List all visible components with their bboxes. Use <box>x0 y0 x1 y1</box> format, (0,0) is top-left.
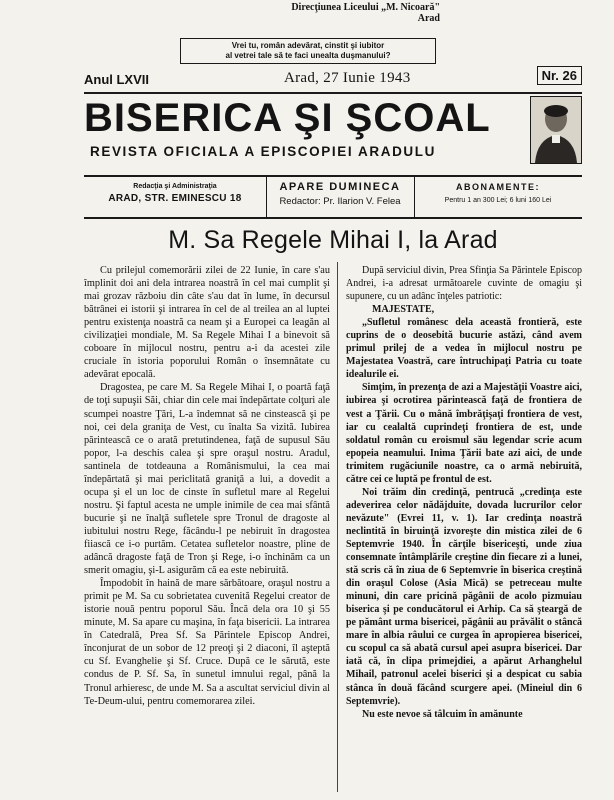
speech-paragraph: Noi trăim din credinţă, pentrucă „credinţa este adeverirea celor nădăjduite, dovada lucrurilor celor nevăzute" (Evrei 11, v. 1). Iar credinţa noastră neclintită în biruinţă izvoreşte din mistica zilei de 6 Septemvrie 1940. În cărţile bisericeşti, unde ziua consemnate întâmplările creştine din fiecare zi a lunei, stă scris că în ziua de 6 Septemvrie în biserica creştină din oraşul Colose (Asia Mică) se petreceau multe minuni, din care pricină păgânii de acolo pizmuiau biserica şi pe conducătorul ei Arhip. Ca să şteargă de pe pământ urma bisericei, păgânii au prăvălit o stâncă mare în albia râului ce curgea în apropierea bisericei, cu scopul ca să abată cursul apei asupra bisericei. Dar iată că, în clipa primejdiei, a apărut Arhanghelul Mihail, patronul acelei biserici şi a despicat cu sabia stânca în două făcând scurgere apei. (Mineiul din 6 Septemvrie). <box>346 486 582 707</box>
editor-name: Redactor: Pr. Ilarion V. Felea <box>279 196 401 207</box>
issue-dateline <box>84 70 582 90</box>
subscription-info <box>414 177 582 217</box>
article-paragraph: Cu prilejul comemorării zilei de 22 Iunie, în care s'au împlinit doi ani dela intrarea noastră în cel mai cumplit şi mai grozav războiu din câte s'au dat în lume, în decursul bătrânei ei istorii şi intrarea în cel de al treilea an al luptei pentru existenţa noastră ca neam şi a Europei ca leagăn al civilizaţiei mondiale, M. Sa Regele Mihai I a binevoit să coboare în mijlocul nostru, pentru a-i da acestei zile cruciale în istoria poporului Român o însemnătate cu adevărat epocală. <box>84 265 330 381</box>
subscription-prices: Pentru 1 an 300 Lei; 6 luni 160 Lei <box>444 197 552 204</box>
motto-line-2: al vetrei tale să te faci unealta duşmanului? <box>225 51 391 60</box>
top-rule <box>84 92 582 94</box>
stamp-line-2: Arad <box>417 13 440 24</box>
article-left-column <box>84 264 330 708</box>
stamp-line-1: Direcţiunea Liceului „M. Nicoară" <box>291 2 440 13</box>
issue-number: Nr. 26 <box>537 66 582 85</box>
article-right-column <box>346 264 582 721</box>
masthead-subtitle: REVISTA OFICIALA A EPISCOPIEI ARADULU <box>90 144 436 159</box>
speech-paragraph: „Sufletul românesc dela această frontieră, este cuprins de o deosebită bucurie astăzi, când avem primul prilej de a vedea în mijlocul nostru pe Majestatea Voastră, care întruchipaţi Patria cu toate idealurile ei. <box>346 317 582 381</box>
article-headline: M. Sa Regele Mihai I, la Arad <box>168 226 498 254</box>
motto-box <box>180 38 436 64</box>
article-paragraph: Dragostea, pe care M. Sa Regele Mihai I, o poartă faţă de toţi supuşii Săi, chiar din cele mai îndepărtate colţuri ale scumpei noastre Ţări, L-a îndemnat să ne cinstească şi pe noi, cei dela graniţa de Vest, cu înalta Sa vizită. Iubirea părintească ce o arată pretutindenea, faţă de supusul Său popor, l-a deschis calea şi spre oraşul nostru. Aradul, santinela de totdeauna a Românismului, la cea mai îndepărtată şi mai periclitată graniţă a lui, a dovedit a ocupa şi el un loc de cinste în sufletul mare al Regelui nostru. Şi faptul acesta ne umple inimile de cea mai sfântă bucurie şi ne înalţă sufletele spre Tronul de dragoste al iubitului nostru Rege, făcându-l pe nebiruit în dragostea fiiască ce i-o purtăm. Cetatea sufletelor noastre, pline de adâncă dragoste faţă de Tron şi Rege, i-o închinăm ca un smerit omagiu, şi-L asigurăm că ea este nebiruită. <box>84 382 330 577</box>
office-address: ARAD, STR. EMINESCU 18 <box>108 193 242 204</box>
issue-year: Anul LXVII <box>84 72 149 87</box>
library-stamp <box>230 2 440 24</box>
speech-paragraph: Simţim, în prezenţa de azi a Majestăţii Voastre aici, iubirea şi ocrotirea părintească faţă de frontiera de vest a Ţării. Cu o mână îmbrăţişaţi frontiera de vest, iar cu cealaltă cuprindeţi frontiera de est, unde soldatul român cu eroismul său legendar scrie acum epopeia neamului. Inima Ţării bate azi aici, de unde trimitem rugăciunile noastre, ca o armă nebiruită, către cei ce luptă pe frontul de est. <box>346 382 582 485</box>
speech-salutation: MAJESTATE, <box>372 304 435 316</box>
publication-info <box>266 177 415 217</box>
masthead-title: BISERICA ŞI ŞCOAL <box>84 96 491 140</box>
info-bar <box>84 175 582 219</box>
issue-date: Arad, 27 Iunie 1943 <box>284 70 411 86</box>
subscription-label: ABONAMENTE: <box>456 182 540 192</box>
office-info <box>84 177 267 217</box>
speech-paragraph: Nu este nevoe să tâlcuim în amănunte <box>362 708 523 720</box>
column-divider <box>337 262 338 792</box>
office-label: Redacţia şi Administraţia <box>133 183 217 190</box>
article-intro: După serviciul divin, Prea Sfinţia Sa Părintele Episcop Andrei, i-a adresat următoarele cuvinte de omagiu şi supunere, cu un adânc înţeles patriotic: <box>346 265 582 303</box>
publication-frequency: APARE DUMINECA <box>279 181 401 193</box>
article-paragraph: Împodobit în haină de mare sărbătoare, oraşul nostru a primit pe M. Sa cu sobrietatea cuvenită Regelui creator de istorie nouă pentru poporul Său. Încă dela ora 10 şi 55 minute, M. Sa apare cu maşina, în faţa bisericii. La intrarea în Catedrală, Prea Sf. Sa Părintele Episcop Andrei, înconjurat de un sobor de 12 preoţi şi 2 diaconi, îl aşteptă cu Sf. Evanghelie şi Sf. Cruce. După ce le sărută, este condus de P. Sf. Sa, în sunetul imnului regal, până la Tronul arhieresc, de unde M. Sa a ascultat serviciul divin al Te-Deum-ului, pentru comemorarea zilei. <box>84 578 330 707</box>
bishop-portrait-image <box>530 96 582 164</box>
motto-line-1: Vrei tu, român adevărat, cinstit şi iubitor <box>231 41 385 50</box>
